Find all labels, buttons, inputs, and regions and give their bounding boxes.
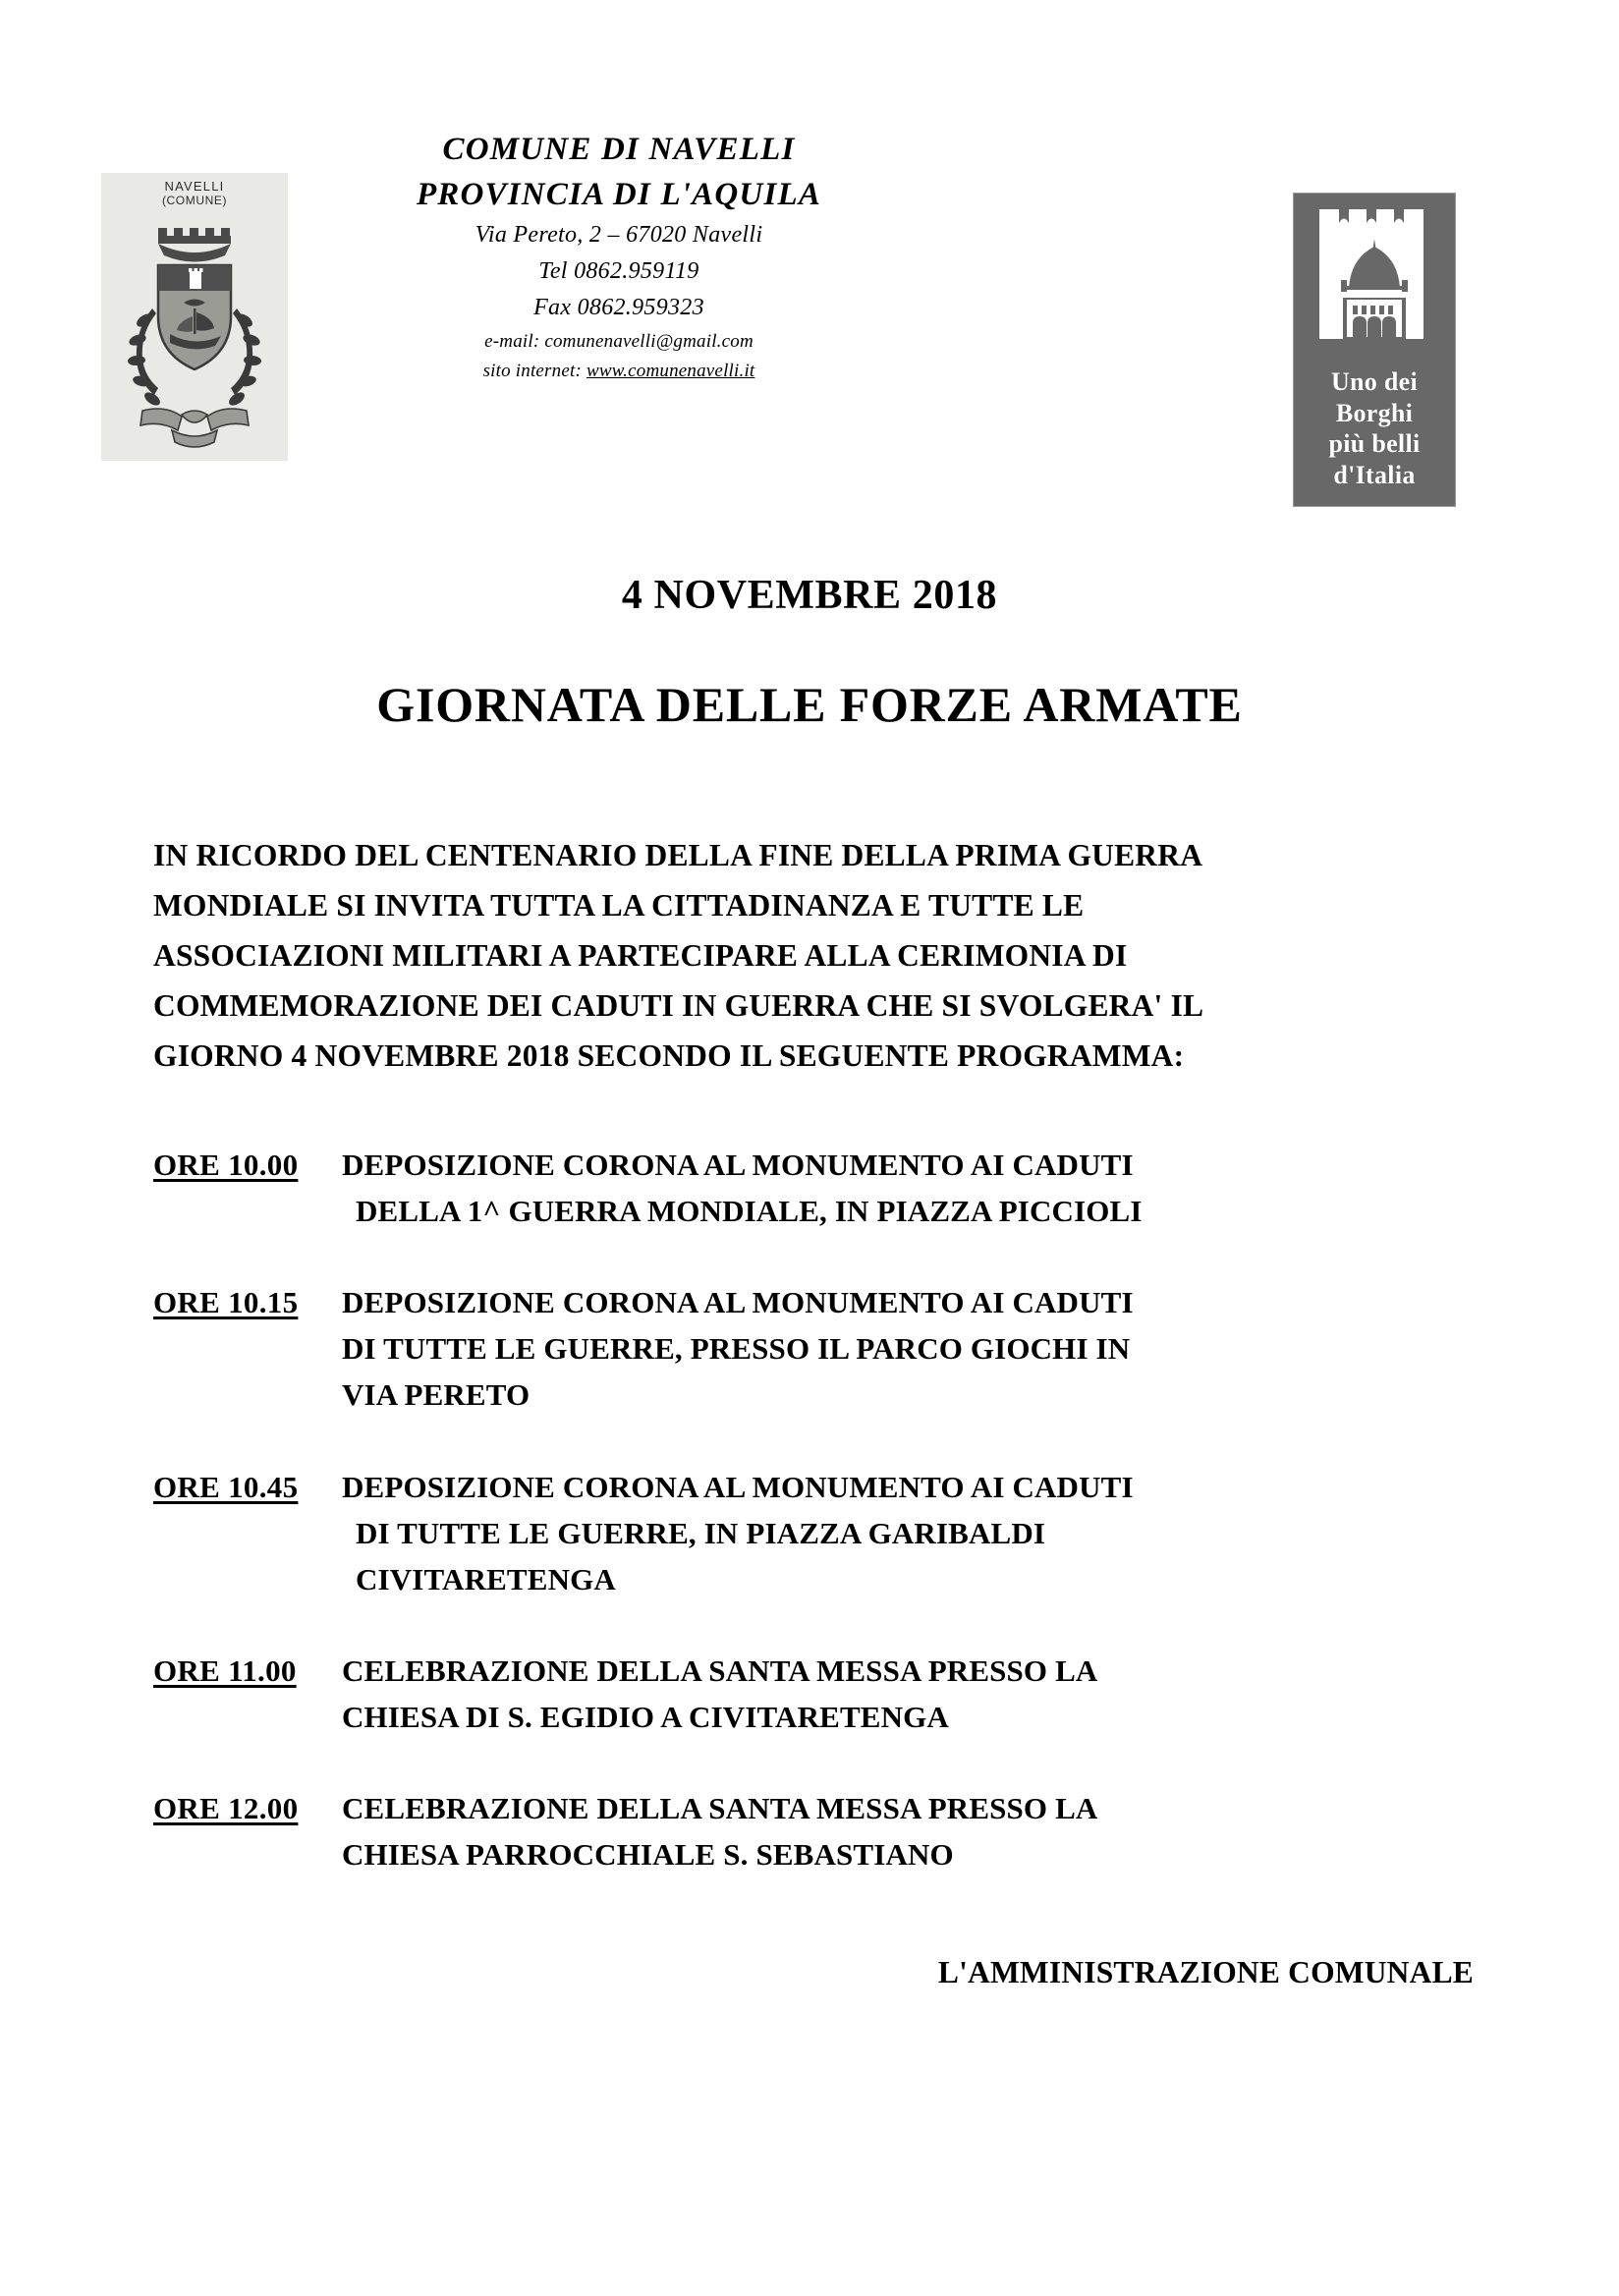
coat-of-arms-icon [101,218,288,459]
schedule-row [153,1142,1489,1234]
intro-line: MONDIALE SI INVITA TUTTA LA CITTADINANZA E TUTTE LE [153,888,1085,924]
schedule-row [153,1648,1489,1740]
schedule-description-line: CHIESA PARROCCHIALE S. SEBASTIANO [342,1837,954,1873]
letterhead [0,0,1619,521]
phone-line: Tel 0862.959119 [538,258,699,285]
crest-title-text: NAVELLI [164,179,225,194]
crest-caption [101,179,288,207]
schedule-description-line: CELEBRAZIONE DELLA SANTA MESSA PRESSO LA [342,1791,1098,1826]
intro-line: COMMEMORAZIONE DEI CADUTI IN GUERRA CHE SI SVOLGERA' IL [153,988,1204,1024]
intro-line: GIORNO 4 NOVEMBRE 2018 SECONDO IL SEGUENTE PROGRAMMA: [153,1038,1185,1074]
schedule-time: ORE 11.00 [153,1652,297,1688]
schedule-description-line: VIA PERETO [342,1377,530,1413]
schedule-description [342,1464,1489,1602]
schedule-row [153,1464,1489,1602]
schedule-description-line: CIVITARETENGA [356,1561,616,1596]
invitation-paragraph [153,830,1470,1081]
event-date-title: 4 NOVEMBRE 2018 [621,573,998,618]
municipality-name: COMUNE DI NAVELLI [442,132,796,167]
schedule-description-line: CHIESA DI S. EGIDIO A CIVITARETENGA [342,1699,949,1734]
schedule-description-line: CELEBRAZIONE DELLA SANTA MESSA PRESSO LA [342,1652,1098,1688]
schedule-row [153,1785,1489,1877]
email-address[interactable]: comunenavelli@gmail.com [544,330,754,352]
borghi-piu-belli-ditalia-badge [1293,193,1456,507]
schedule-description-line: DEPOSIZIONE CORONA AL MONUMENTO AI CADUTI [342,1285,1134,1320]
intro-line: IN RICORDO DEL CENTENARIO DELLA FINE DELLA PRIMA GUERRA [153,838,1203,872]
website-label: sito internet: [482,361,586,382]
fax-line: Fax 0862.959323 [533,295,704,321]
programme-schedule [153,1142,1489,1923]
email-line [324,327,914,357]
schedule-description [342,1279,1489,1418]
letterhead-text [324,128,914,386]
schedule-description-line: DEPOSIZIONE CORONA AL MONUMENTO AI CADUTI [342,1148,1134,1182]
borgo-tower-building-icon [1310,203,1439,361]
borghi-line-3: più belli [1328,429,1421,459]
website-url[interactable]: www.comunenavelli.it [586,361,755,382]
event-main-title: GIORNATA DELLE FORZE ARMATE [376,677,1243,732]
schedule-description-line: DEPOSIZIONE CORONA AL MONUMENTO AI CADUTI [342,1469,1134,1504]
borghi-line-2: Borghi [1335,398,1414,427]
schedule-time: ORE 12.00 [153,1791,299,1826]
borghi-line-4: d'Italia [1333,461,1416,490]
borghi-badge-text [1294,366,1455,491]
website-line [324,357,914,386]
schedule-time: ORE 10.00 [153,1148,299,1182]
schedule-row [153,1279,1489,1418]
borghi-line-1: Uno dei [1330,367,1419,396]
schedule-description [342,1142,1489,1234]
signature-line: L'AMMINISTRAZIONE COMUNALE [937,1955,1474,1989]
schedule-time: ORE 10.45 [153,1469,299,1504]
intro-line: ASSOCIAZIONI MILITARI A PARTECIPARE ALLA CERIMONIA DI [153,938,1128,974]
municipal-coat-of-arms [101,173,288,461]
schedule-time: ORE 10.15 [153,1285,299,1320]
address-line: Via Pereto, 2 – 67020 Navelli [475,222,763,249]
schedule-description-line: DELLA 1^ GUERRA MONDIALE, IN PIAZZA PICCIOLI [356,1194,1143,1229]
schedule-description-line: DI TUTTE LE GUERRE, IN PIAZZA GARIBALDI [356,1515,1046,1550]
schedule-description [342,1785,1489,1877]
email-label: e-mail: [484,330,545,352]
schedule-description [342,1648,1489,1740]
crest-subtitle-text: (COMUNE) [161,194,228,208]
schedule-description-line: DI TUTTE LE GUERRE, PRESSO IL PARCO GIOCHI IN [342,1331,1131,1367]
province-name: PROVINCIA DI L'AQUILA [416,176,822,212]
